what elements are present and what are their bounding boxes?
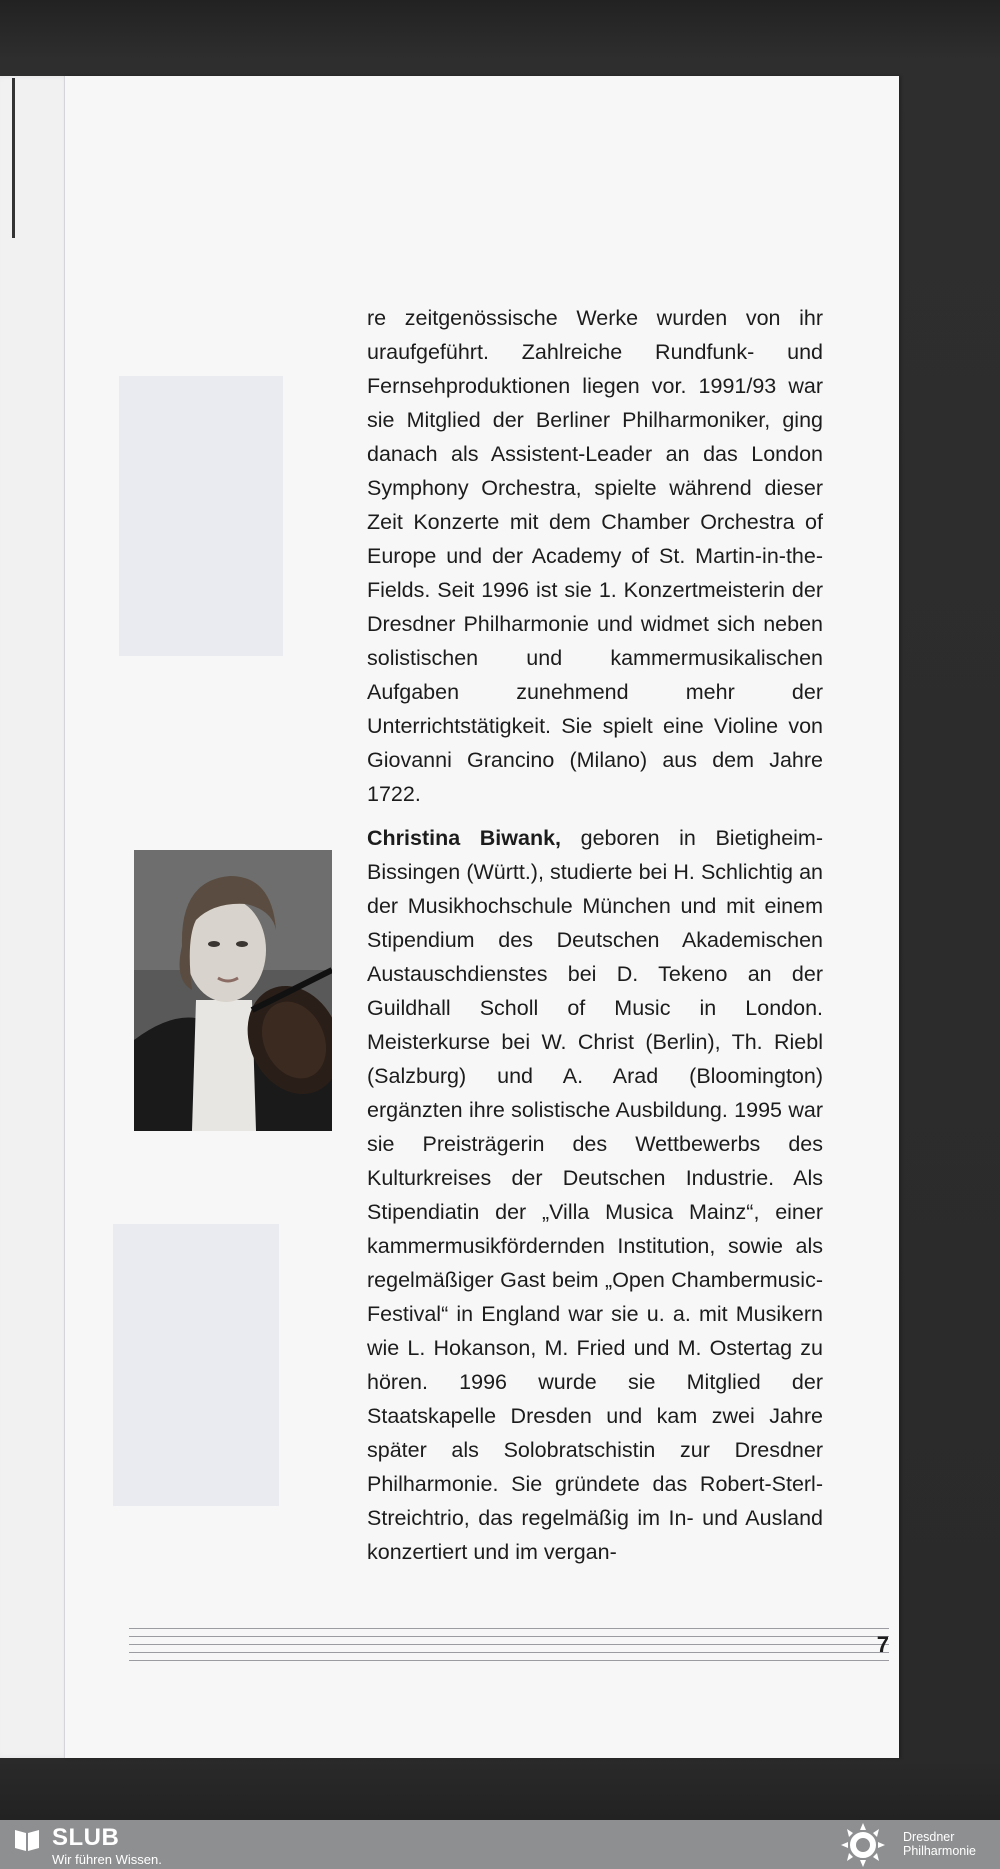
document-page bbox=[64, 76, 899, 1758]
body-text-column bbox=[367, 301, 823, 1569]
paragraph-continued-bio bbox=[367, 301, 823, 811]
page-edge-mark bbox=[12, 78, 15, 238]
music-staff-lines bbox=[129, 1628, 889, 1668]
library-tagline: Wir führen Wissen. bbox=[52, 1852, 162, 1867]
previous-page-edge bbox=[0, 76, 71, 1758]
staff-line bbox=[129, 1644, 889, 1645]
staff-line bbox=[129, 1652, 889, 1653]
dresdner-philharmonie-logo-icon[interactable] bbox=[838, 1822, 888, 1868]
person-name: Christina Biwank, bbox=[367, 826, 562, 850]
paragraph-text: re zeitgenössische Werke wurden von ihr uraufgeführt. Zahlreiche Rundfunk- und Fernsehproduktionen liegen vor. 1991/93 war sie Mitglied der Berliner Philharmoniker, ging danach als Assistent-Leader an das London Symphony Orchestra, spielte während dieser Zeit Konzerte mit dem Chamber Orchestra of Europe und der Academy of St. Martin-in-the-Fields. Seit 1996 ist sie 1. Konzertmeisterin der Dresdner Philharmonie und widmet sich neben solistischen und kammermusikalischen Aufgaben zunehmend mehr der Unterrichtstätigkeit. Sie spielt eine Violine von Giovanni Grancino (Milano) aus dem Jahre 1722. bbox=[367, 306, 823, 806]
library-name[interactable]: SLUB bbox=[52, 1824, 120, 1851]
staff-line bbox=[129, 1628, 889, 1629]
paragraph-christina-biwank bbox=[367, 821, 823, 1569]
partner-name-line1: Dresdner bbox=[903, 1830, 955, 1844]
staff-line bbox=[129, 1660, 889, 1661]
paragraph-text: geboren in Bietigheim-Bissingen (Württ.), studierte bei H. Schlichtig an der Musikhochschule München und mit einem Stipendium des Deutschen Akademischen Austauschdienstes bei D. Tekeno an der Guildhall Scholl of Music in London. Meisterkurse bei W. Christ (Berlin), Th. Riebl (Salzburg) und A. Arad (Bloomington) ergänzten ihre solistische Ausbildung. 1995 war sie Preisträgerin des Wettbewerbs des Kulturkreises der Deutschen Industrie. Als Stipendiatin der „Villa Musica Mainz“, einer kammermusikfördernden Institution, sowie als regelmäßiger Gast beim „Open Chambermusic-Festival“ in England war sie u. a. mit Musikern wie L. Hokanson, M. Fried und M. Ostertag zu hören. 1996 wurde sie Mitglied der Staatskapelle Dresden und kam zwei Jahre später als Solobratschistin zur Dresdner Philharmonie. Sie gründete das Robert-Sterl-Streichtrio, das regelmäßig im In- und Ausland konzertiert und im vergan- bbox=[367, 826, 823, 1564]
page-number: 7 bbox=[876, 1632, 889, 1657]
staff-line bbox=[129, 1636, 889, 1637]
bleed-through-photo-top bbox=[119, 376, 283, 656]
portrait-photo-christina-biwank bbox=[134, 850, 332, 1131]
bleed-through-photo-bottom bbox=[113, 1224, 279, 1506]
slub-book-icon bbox=[14, 1828, 40, 1852]
partner-name[interactable] bbox=[903, 1830, 976, 1858]
footer-bar bbox=[0, 1820, 1000, 1869]
partner-name-line2: Philharmonie bbox=[903, 1844, 976, 1858]
portrait-illustration bbox=[134, 850, 332, 1131]
